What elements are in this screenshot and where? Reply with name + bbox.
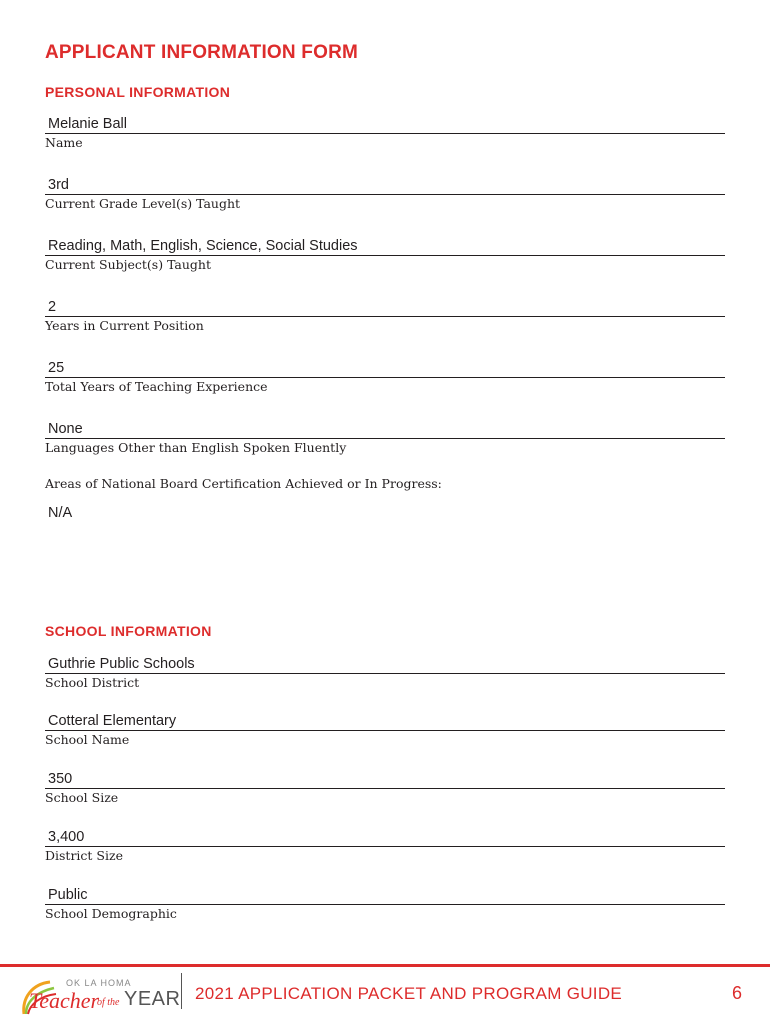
footer-divider — [181, 973, 182, 1009]
subjects-field[interactable] — [45, 235, 725, 272]
languages-label: Languages Other than English Spoken Fluently — [45, 440, 347, 455]
school-size-field[interactable] — [45, 768, 725, 805]
school-name-field[interactable] — [45, 710, 725, 747]
district-size-label: District Size — [45, 848, 123, 863]
name-value[interactable]: Melanie Ball — [45, 113, 725, 134]
name-field[interactable] — [45, 113, 725, 150]
school-district-label: School District — [45, 675, 140, 690]
school-size-label: School Size — [45, 790, 119, 805]
logo-state-text: OK LA HOMA — [66, 978, 132, 988]
school-demographic-field[interactable] — [45, 884, 725, 921]
page-title: APPLICANT INFORMATION FORM — [45, 42, 359, 63]
school-information-heading: SCHOOL INFORMATION — [45, 623, 212, 639]
district-size-field[interactable] — [45, 826, 725, 863]
school-district-value[interactable]: Guthrie Public Schools — [45, 653, 725, 674]
subjects-label: Current Subject(s) Taught — [45, 257, 212, 272]
subjects-value[interactable]: Reading, Math, English, Science, Social Studies — [45, 235, 725, 256]
district-size-value[interactable]: 3,400 — [45, 826, 725, 847]
page-footer — [0, 964, 770, 1024]
languages-value[interactable]: None — [45, 418, 725, 439]
logo-year-text: YEAR — [124, 988, 181, 1010]
footer-rule — [0, 964, 770, 967]
school-name-value[interactable]: Cotteral Elementary — [45, 710, 725, 731]
school-demographic-label: School Demographic — [45, 906, 177, 921]
grade-level-value[interactable]: 3rd — [45, 174, 725, 195]
school-demographic-value[interactable]: Public — [45, 884, 725, 905]
grade-level-field[interactable] — [45, 174, 725, 211]
years-current-position-field[interactable] — [45, 296, 725, 333]
languages-field[interactable] — [45, 418, 725, 455]
school-district-field[interactable] — [45, 653, 725, 690]
school-size-value[interactable]: 350 — [45, 768, 725, 789]
guide-title: 2021 APPLICATION PACKET AND PROGRAM GUIDE — [195, 984, 623, 1003]
school-name-label: School Name — [45, 732, 130, 747]
total-years-experience-value[interactable]: 25 — [45, 357, 725, 378]
page-number: 6 — [732, 983, 743, 1003]
national-board-certification-label: Areas of National Board Certification Achieved or In Progress: — [45, 476, 442, 491]
years-current-position-label: Years in Current Position — [45, 318, 204, 333]
national-board-certification-value[interactable]: N/A — [48, 505, 73, 521]
total-years-experience-field[interactable] — [45, 357, 725, 394]
teacher-of-the-year-logo — [20, 974, 180, 1020]
name-label: Name — [45, 135, 83, 150]
total-years-experience-label: Total Years of Teaching Experience — [45, 379, 268, 394]
grade-level-label: Current Grade Level(s) Taught — [45, 196, 241, 211]
logo-teacher-text: Teacher — [29, 988, 100, 1013]
logo-of-the-text: of the — [97, 997, 120, 1008]
personal-information-heading: PERSONAL INFORMATION — [45, 84, 231, 100]
years-current-position-value[interactable]: 2 — [45, 296, 725, 317]
